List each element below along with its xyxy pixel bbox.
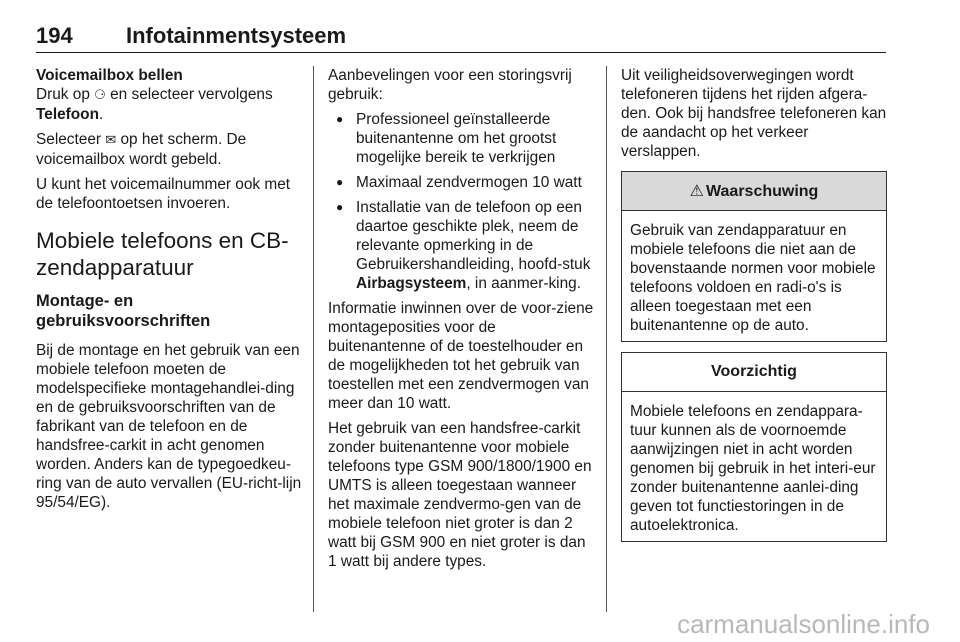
column-divider [606, 66, 607, 612]
subsection-heading: Montage- en gebruiksvoorschriften [36, 292, 211, 330]
warning-triangle-icon: ⚠ [689, 181, 705, 200]
list-item: ● Maximaal zendvermogen 10 watt [328, 173, 594, 192]
text: Druk op [36, 86, 95, 103]
caution-title: Voorzichtig [711, 363, 797, 380]
column-left [36, 66, 302, 518]
chapter-heading: Mobiele telefoons en CB-zendapparatuur [36, 228, 289, 280]
reference-airbagsysteem: Airbagsysteem [356, 275, 467, 292]
list-item: ● Professioneel geïnstalleerde buitenantenne om het grootst mogelijke bereik te verkrijgen [328, 110, 594, 167]
phone-icon: ⚆ [94, 88, 106, 103]
paragraph: U kunt het voicemailnummer ook met de telefoontoetsen invoeren. [36, 176, 291, 212]
text: . [98, 106, 104, 123]
column-right [621, 66, 887, 542]
warning-header [622, 172, 886, 211]
paragraph: Bij de montage en het gebruik van een mobiele telefoon moeten de modelspecifieke montagehandlei-ding en de gebruiksvoorschriften van de fabrikant van de telefoon en de handsfree-carkit in acht genomen worden. Anders kan de typegoedkeu-ring van de auto vervallen (EU-richt-lijn 95/54/EG). [36, 342, 302, 511]
text: Installatie van de telefoon op een daartoe geschikte plek, neem de relevante opmerking in de Gebruikershandleiding, hoofd-stuk [356, 199, 591, 273]
text: en selecteer vervolgens [105, 86, 273, 103]
paragraph: Uit veiligheidsoverwegingen wordt telefoneren tijdens het rijden afgera-den. Ook bij handsfree telefoneren kan de aandacht op het verkeer verslappen. [621, 67, 887, 160]
list-item [328, 198, 594, 293]
text: , in aanmer-king. [466, 275, 581, 292]
voicemail-heading: Voicemailbox bellen [36, 67, 183, 84]
column-middle [328, 66, 594, 577]
paragraph: Informatie inwinnen over de voor-ziene montageposities voor de buitenantenne of de toestelhouder en de mogelijkheden tot het gebruik van toestellen met een zendvermogen van meer dan 10 watt. [328, 300, 594, 412]
section-title: Infotainmentsysteem [126, 23, 347, 48]
caution-header [622, 353, 886, 392]
warning-text: Gebruik van zendapparatuur en mobiele telefoons die niet aan de bovenstaande normen voor mobiele telefoons voldoen en radi-o's is alleen toegestaan met een buitenantenne op de auto. [630, 222, 876, 334]
recommendation-list [328, 110, 594, 293]
menu-term-telefoon: Telefoon [36, 106, 99, 123]
paragraph: Het gebruik van een handsfree-carkit zonder buitenantenne voor mobiele telefoons type GSM 900/1800/1900 en UMTS is alleen toegestaan wanneer het maximale zendvermo-gen van de mobiele telefoon niet groter is dan 2 watt bij GSM 900 en niet groter is dan 1 watt bij andere types. [328, 420, 592, 570]
text: Selecteer [36, 131, 106, 148]
paragraph [36, 130, 302, 169]
paragraph [36, 85, 302, 124]
column-divider [313, 66, 314, 612]
page-number: 194 [36, 23, 73, 48]
caution-box [621, 352, 887, 542]
text: op het scherm. De voicemailbox wordt gebeld. [36, 131, 247, 168]
page-header [36, 22, 886, 53]
warning-title: Waarschuwing [706, 183, 819, 200]
watermark: carmanualsonline.info [677, 609, 930, 639]
voicemail-icon: ✉ [105, 133, 117, 148]
caution-text: Mobiele telefoons en zendappara-tuur kunnen als de voornoemde aanwijzingen niet in acht worden genomen bij gebruik in het interi-eur zonder buitenantenne aanlei-ding geven tot functiestoringen in de autoelektronica. [630, 403, 876, 534]
warning-box [621, 171, 887, 342]
paragraph: Aanbevelingen voor een storingsvrij gebruik: [328, 67, 572, 103]
